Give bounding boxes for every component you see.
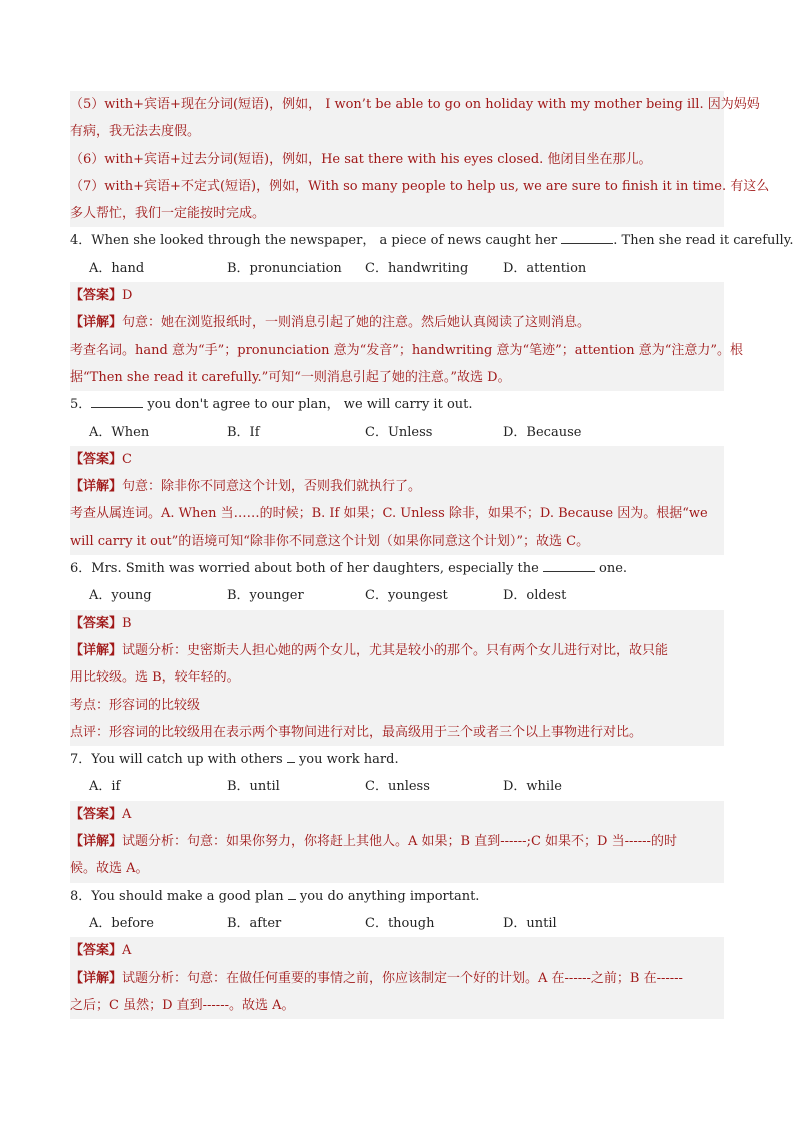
note-line: 多人帮忙，我们一定能按时完成。 (70, 206, 266, 222)
document-page (70, 91, 794, 1019)
option-b: B．until (227, 779, 280, 795)
answer-value: B (122, 615, 132, 631)
option-b: B．after (227, 915, 282, 931)
answer-line: 【答案】A (70, 806, 132, 822)
detail-line: 用比较级。选 B，较年轻的。 (70, 670, 240, 686)
detail-line: 点评：形容词的比较级用在表示两个事物间进行对比，最高级用于三个或者三个以上事物进行对比。 (70, 724, 643, 740)
detail-line: 据“Then she read it carefully.”可知“一则消息引起了她的注意。”故选 D。 (70, 369, 511, 385)
option-d: D．while (503, 779, 562, 795)
detail-line: 【详解】试题分析：史密斯夫人担心她的两个女儿，尤其是较小的那个。只有两个女儿进行对比，故只能 (70, 642, 669, 658)
question-7-stem: 7．You will catch up with others you work hard. (70, 752, 399, 768)
answer-line: 【答案】A (70, 943, 132, 959)
detail-line: 考查名词。hand 意为“手”；pronunciation 意为“发音”；handwriting 意为“笔迹”；attention 意为“注意力”。根 (70, 342, 744, 358)
answer-blank (91, 395, 143, 408)
option-c: C．youngest (365, 588, 448, 604)
answer-blank (287, 750, 295, 763)
question-5-answer-block (70, 446, 724, 555)
answer-value: C (122, 451, 132, 467)
question-4-options (70, 255, 724, 282)
detail-line: 考点：形容词的比较级 (70, 697, 201, 713)
answer-blank (561, 231, 613, 244)
option-c: C．though (365, 915, 435, 931)
answer-value: A (122, 943, 132, 959)
question-5-stem: 5． you don't agree to our plan， we will carry it out. (70, 397, 473, 413)
answer-value: A (122, 806, 132, 822)
answer-blank (543, 559, 595, 572)
option-a: A．if (89, 779, 121, 795)
detail-line: 【详解】试题分析：句意：如果你努力，你将赶上其他人。A 如果；B 直到------;C 如果不；D 当------的时 (70, 834, 677, 850)
question-8-stem: 8．You should make a good plan you do anything important. (70, 888, 480, 904)
option-c: C．Unless (365, 424, 433, 440)
question-4-answer-block (70, 282, 744, 391)
question-6-options (70, 582, 724, 609)
option-a: A．before (89, 915, 154, 931)
option-d: D．until (503, 915, 557, 931)
option-a: A．When (89, 424, 150, 440)
answer-value: D (122, 288, 133, 304)
grammar-notes-block (70, 91, 770, 227)
question-6-stem: 6．Mrs. Smith was worried about both of her daughters, especially the one. (70, 561, 628, 577)
question-5-options (70, 419, 724, 446)
question-8-answer-block (70, 937, 724, 1019)
option-b: B．younger (227, 588, 304, 604)
option-a: A．hand (89, 260, 145, 276)
option-c: C．unless (365, 779, 430, 795)
detail-line: 考查从属连词。A. When 当……的时候；B. If 如果；C. Unless 除非，如果不；D. Because 因为。根据“we (70, 506, 708, 522)
question-8-options (70, 910, 724, 937)
option-b: B．If (227, 424, 260, 440)
note-line: （6）with+宾语+过去分词(短语)，例如，He sat there with his eyes closed. 他闭目坐在那儿。 (70, 151, 652, 167)
option-d: D．attention (503, 260, 587, 276)
question-7-options (70, 773, 724, 800)
answer-line: 【答案】C (70, 451, 132, 467)
detail-line: 【详解】句意：除非你不同意这个计划，否则我们就执行了。 (70, 479, 422, 495)
answer-line: 【答案】B (70, 615, 132, 631)
option-a: A．young (89, 588, 152, 604)
detail-line: 之后；C 虽然；D 直到------。故选 A。 (70, 997, 295, 1013)
detail-line: 【详解】句意：她在浏览报纸时，一则消息引起了她的注意。然后她认真阅读了这则消息。 (70, 315, 591, 331)
note-line: （7）with+宾语+不定式(短语)，例如，With so many people to help us, we are sure to finish it in time. 有这么 (70, 178, 770, 194)
question-6-answer-block (70, 610, 724, 746)
note-line: 有病，我无法去度假。 (70, 124, 201, 140)
answer-line: 【答案】D (70, 288, 133, 304)
detail-line: 候。故选 A。 (70, 861, 149, 877)
answer-blank (288, 887, 296, 900)
option-b: B．pronunciation (227, 260, 342, 276)
option-d: D．Because (503, 424, 582, 440)
detail-line: will carry it out”的语境可知“除非你不同意这个计划（如果你同意这个计划）”；故选 C。 (70, 533, 590, 549)
detail-line: 【详解】试题分析：句意：在做任何重要的事情之前，你应该制定一个好的计划。A 在------之前；B 在------ (70, 970, 683, 986)
question-7-answer-block (70, 801, 724, 883)
note-line: （5）with+宾语+现在分词(短语)，例如， I won’t be able to go on holiday with my mother being ill. 因为妈妈 (70, 97, 760, 112)
option-c: C．handwriting (365, 260, 469, 276)
option-d: D．oldest (503, 588, 567, 604)
question-4-stem: 4．When she looked through the newspaper， a piece of news caught her . Then she read it carefully. (70, 233, 794, 249)
